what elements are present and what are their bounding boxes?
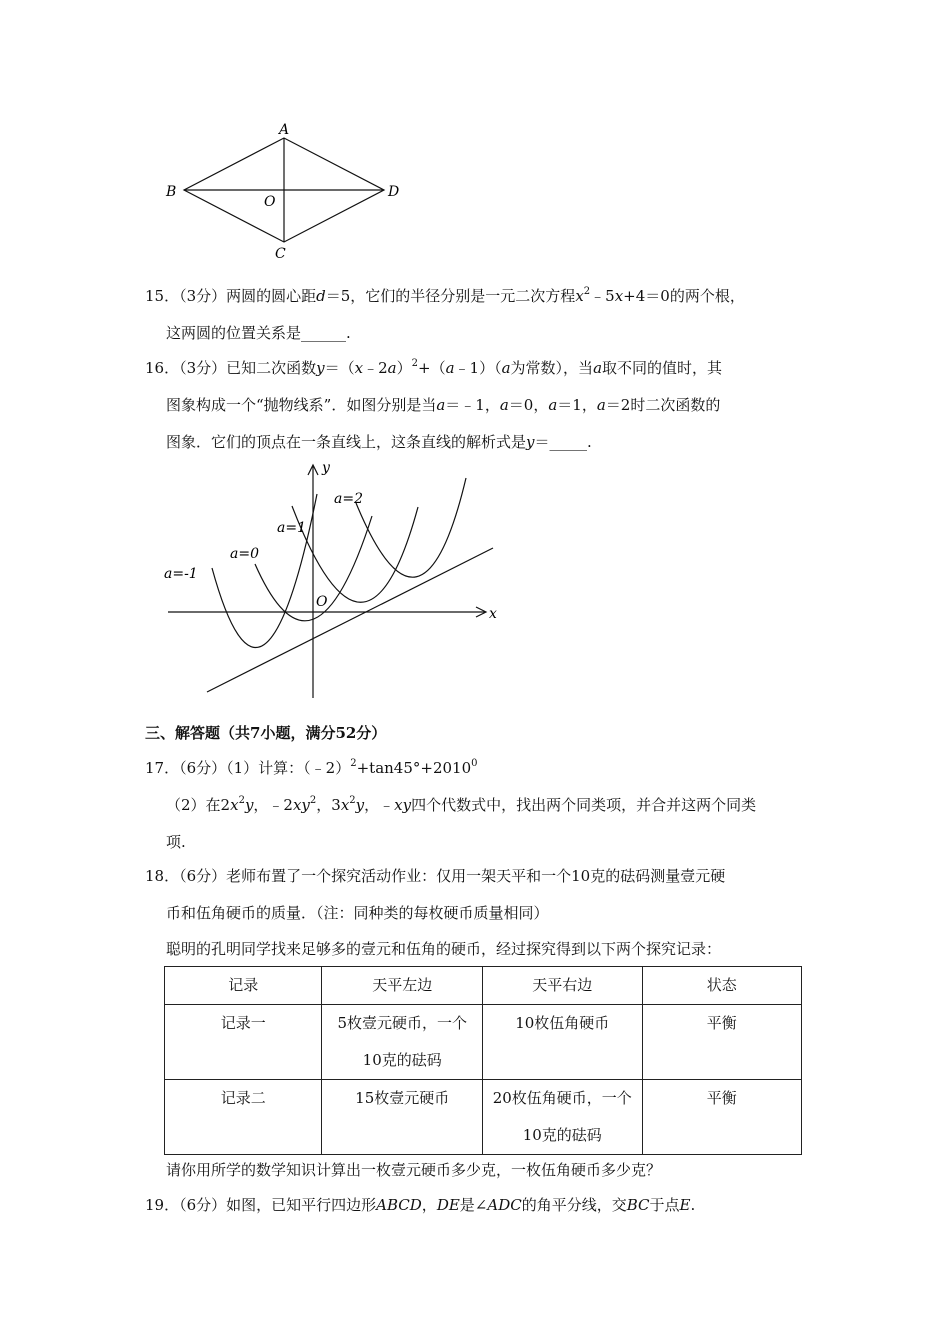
rhombus-figure xyxy=(160,118,410,260)
header-status: 状态 xyxy=(642,967,802,1005)
y-axis-label: y xyxy=(322,460,330,476)
row2-right-pan: 20枚伍角硬币，一个 10克的砝码 xyxy=(482,1080,642,1155)
q17-line1: 17．（6分）（1）计算：$(﹣2)^2+\tan 45^\circ+2010^0$ xyxy=(145,758,478,777)
label-a-neg1: a=-1 xyxy=(164,566,198,582)
q18-question: 请你用所学的数学知识计算出一枚壹元硬币多少克，一枚伍角硬币多少克？ xyxy=(166,1161,662,1179)
vertex-line xyxy=(207,548,493,692)
q18-line3: 聪明的孔明同学找来足够多的壹元和伍角的硬币，经过探究得到以下两个探究记录： xyxy=(166,940,722,958)
row2-record: 记录二 xyxy=(165,1080,322,1155)
center-o-label: O xyxy=(264,194,276,210)
q17-score: （6分） xyxy=(179,759,227,777)
label-a-2: a=2 xyxy=(334,491,363,507)
q17-line2: （2）在$2x^2y$，$﹣2xy^2$，$3x^2y$，﹣xy四个代数式中，找出两个同类项，并合并这两个同类 xyxy=(166,795,757,814)
parabola-a-neg1 xyxy=(212,494,317,648)
row1-left-pan: 5枚壹元硬币，一个 10克的砝码 xyxy=(322,1005,483,1080)
row2-status: 平衡 xyxy=(642,1080,802,1155)
q17-line3: 项. xyxy=(166,833,186,851)
q19-score: （6分） xyxy=(179,1196,227,1214)
table-header-row xyxy=(165,967,802,1005)
vertex-a-label: A xyxy=(279,122,290,138)
vertex-c-label: C xyxy=(275,246,286,260)
vertex-d-label: D xyxy=(388,184,400,200)
origin-label: O xyxy=(316,594,328,610)
q16-score: （3分） xyxy=(179,359,227,377)
q15-line2: 这两圆的位置关系是______. xyxy=(166,324,351,342)
q15-score: （3分） xyxy=(179,287,227,305)
x-axis-label: x xyxy=(489,606,497,622)
row1-right-pan: 10枚伍角硬币 xyxy=(482,1005,642,1080)
record-table xyxy=(164,966,802,1155)
header-right-pan: 天平右边 xyxy=(482,967,642,1005)
label-a-0: a=0 xyxy=(230,546,259,562)
q18-number: 18． xyxy=(145,867,180,885)
header-record: 记录 xyxy=(165,967,322,1005)
table-row xyxy=(165,1005,802,1080)
q18-line1: 18．（6分）老师布置了一个探究活动作业：仅用一架天平和一个10克的砝码测量壹元硬 xyxy=(145,867,726,885)
q19-number: 19． xyxy=(145,1196,180,1214)
q18-line2: 币和伍角硬币的质量．（注：同种类的每枚硬币质量相同） xyxy=(166,904,549,922)
parabola-a-2 xyxy=(356,478,466,577)
section-3-title: 三、解答题（共7小题，满分52分） xyxy=(145,724,387,742)
header-left-pan: 天平左边 xyxy=(322,967,483,1005)
label-a-1: a=1 xyxy=(277,520,306,536)
q16-line1: 16．（3分）已知二次函数y＝（x﹣2a）$^2$+（a﹣1）（a为常数），当a取不同的值时，其 xyxy=(145,358,723,377)
q15-line1: 15．（3分）两圆的圆心距d＝5，它们的半径分别是一元二次方程$x^2﹣5x+4=0$的两个根， xyxy=(145,286,745,305)
q16-line2: 图象构成一个“抛物线系”．如图分别是当a＝﹣1，a＝0，a＝1，a＝2时二次函数的 xyxy=(166,396,721,414)
vertex-b-label: B xyxy=(166,184,177,200)
q16-line3: 图象．它们的顶点在一条直线上，这条直线的解析式是y＝_____. xyxy=(166,433,592,451)
row2-left-pan: 15枚壹元硬币 xyxy=(322,1080,483,1155)
parabola-graph xyxy=(160,458,505,703)
q19-line1: 19．（6分）如图，已知平行四边形ABCD，DE是∠ADC的角平分线，交BC于点E. xyxy=(145,1196,696,1214)
q17-number: 17． xyxy=(145,759,180,777)
q16-number: 16． xyxy=(145,359,180,377)
q18-score: （6分） xyxy=(179,867,227,885)
row1-status: 平衡 xyxy=(642,1005,802,1080)
q15-number: 15． xyxy=(145,287,180,305)
table-row xyxy=(165,1080,802,1155)
row1-record: 记录一 xyxy=(165,1005,322,1080)
